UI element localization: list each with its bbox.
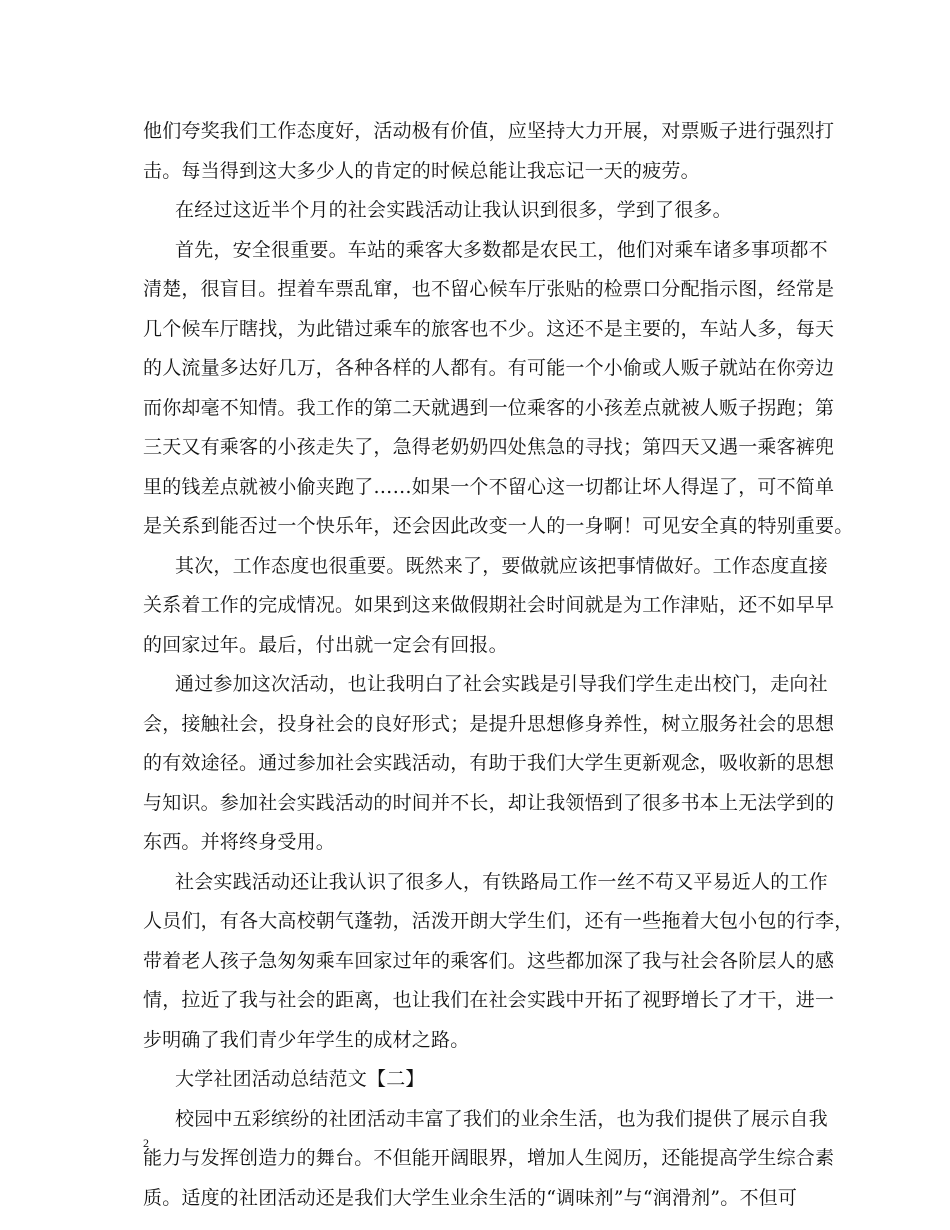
text-line: 能力与发挥创造力的舞台。不但能开阔眼界，增加人生阅历，还能提高学生综合素 (143, 1147, 835, 1169)
text-line: 首先，安全很重要。车站的乘客大多数都是农民工，他们对乘车诸多事项都不 (175, 238, 828, 261)
text-line: 质。适度的社团活动还是我们大学生业余生活的“调味剂”与“润滑剂”。不但可 (143, 1186, 798, 1209)
text-line: 其次，工作态度也很重要。既然来了，要做就应该把事情做好。工作态度直接 (175, 554, 828, 577)
text-line: 东西。并将终身受用。 (143, 831, 336, 853)
text-line: 步明确了我们青少年学生的成材之路。 (143, 1028, 470, 1051)
page-number: 2 (143, 1136, 149, 1150)
text-line: 里的钱差点就被小偷夹跑了……如果一个不留心这一切都让坏人得逞了，可不简单 (143, 475, 835, 498)
text-line: 带着老人孩子急匆匆乘车回家过年的乘客们。这些都加深了我与社会各阶层人的感 (143, 949, 835, 972)
text-line: 击。每当得到这大多少人的肯定的时候总能让我忘记一天的疲劳。 (143, 159, 700, 182)
text-line: 会，接触社会，投身社会的良好形式；是提升思想修身养性，树立服务社会的思想 (143, 712, 835, 735)
text-line: 社会实践活动还让我认识了很多人，有铁路局工作一丝不苟又平易近人的工作 (175, 870, 828, 893)
text-line: 的人流量多达好几万，各种各样的人都有。有可能一个小偷或人贩子就站在你旁边 (143, 357, 835, 379)
text-line: 情，拉近了我与社会的距离，也让我们在社会实践中开拓了视野增长了才干，进一 (143, 989, 835, 1011)
text-line: 的有效途径。通过参加社会实践活动，有助于我们大学生更新观念，吸收新的思想 (143, 752, 835, 774)
text-line: 三天又有乘客的小孩走失了，急得老奶奶四处焦急的寻找；第四天又遇一乘客裤兜 (143, 436, 835, 458)
text-line: 与知识。参加社会实践活动的时间并不长，却让我领悟到了很多书本上无法学到的 (143, 791, 835, 814)
text-line: 清楚，很盲目。捏着车票乱窜，也不留心候车厅张贴的检票口分配指示图，经常是 (143, 278, 835, 300)
text-line: 的回家过年。最后，付出就一定会有回报。 (143, 633, 508, 656)
text-line: 大学社团活动总结范文【二】 (175, 1068, 425, 1090)
text-line: 关系着工作的完成情况。如果到这来做假期社会时间就是为工作津贴，还不如早早 (143, 594, 835, 616)
text-line: 校园中五彩缤纷的社团活动丰富了我们的业余生活，也为我们提供了展示自我 (175, 1107, 828, 1130)
text-line: 几个候车厅瞎找，为此错过乘车的旅客也不少。这还不是主要的，车站人多，每天 (143, 317, 835, 340)
text-line: 是关系到能否过一个快乐年，还会因此改变一人的一身啊！可见安全真的特别重要。 (143, 515, 854, 537)
text-line: 通过参加这次活动，也让我明白了社会实践是引导我们学生走出校门，走向社 (175, 673, 828, 695)
text-line: 人员们，有各大高校朝气蓬勃，活泼开朗大学生们，还有一些拖着大包小包的行李， (143, 910, 854, 932)
text-line: 在经过这近半个月的社会实践活动让我认识到很多，学到了很多。 (175, 199, 732, 221)
text-line: 他们夸奖我们工作态度好，活动极有价值，应坚持大力开展，对票贩子进行强烈打 (143, 120, 835, 142)
body-text (143, 112, 854, 1218)
text-line: 而你却毫不知情。我工作的第二天就遇到一位乘客的小孩差点就被人贩子拐跑；第 (143, 396, 835, 419)
